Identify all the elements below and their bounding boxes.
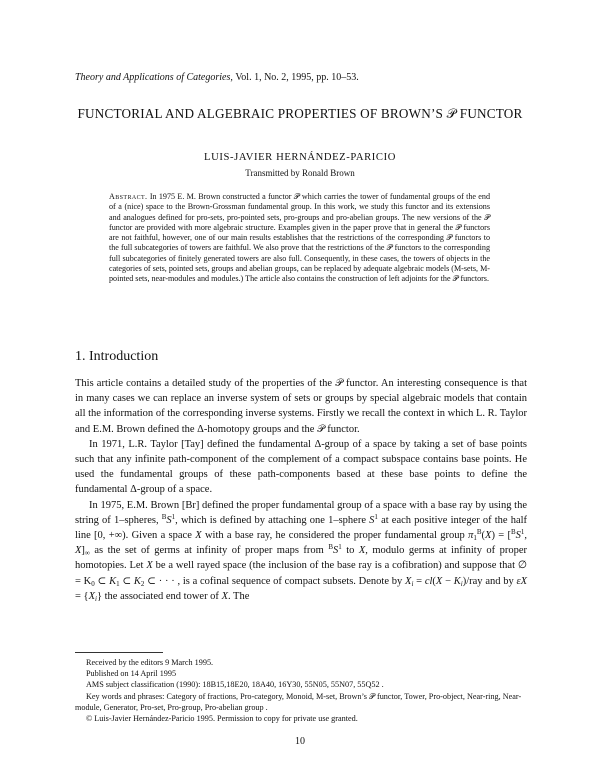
paragraph: In 1971, L.R. Taylor [Tay] defined the fundamental Δ-group of a space by taking a set of base points such that any infinite path-component of the complement of a compact subspace contains base points. He used the fundamental groups of these path-components based at these base points to define the fundamental Δ-group of a space.: [75, 438, 527, 496]
paper-title: FUNCTORIAL AND ALGEBRAIC PROPERTIES OF BROWN’S 𝒫 FUNCTOR: [77, 106, 523, 121]
footnote: © Luis-Javier Hernández-Paricio 1995. Permission to copy for private use granted.: [86, 714, 358, 724]
body-text: [75, 376, 527, 604]
footnote: AMS subject classification (1990): 18B15,18E20, 18A40, 16Y30, 55N05, 55N07, 55Q52 .: [86, 680, 384, 690]
footnote-rule: [75, 652, 163, 653]
journal-header: [75, 72, 359, 83]
transmitted-by: Transmitted by Ronald Brown: [245, 168, 355, 178]
section-heading: 1. Introduction: [75, 349, 159, 364]
author-name: LUIS-JAVIER HERNÁNDEZ-PARICIO: [204, 152, 396, 163]
footnote: Received by the editors 9 March 1995.: [86, 658, 214, 667]
abstract: [109, 192, 490, 284]
paragraph: In 1975, E.M. Brown [Br] defined the proper fundamental group of a space with a base ray by using the string of 1–spheres, $^BS^1$, which is defined by attaching one 1–sphere $S^1$ at each positive integer of the half line [0, +∞). Given a space X with a base ray, he considered the proper fundamental group $\pi_1^B(X) = [^BS^1$, $X]_\infty$ as the set of germs at infinity of proper maps from $^BS^1$ to X, modulo germs at infinity of proper homotopies. Let X be a well rayed space (the inclusion of the base ray is a cofibration) and suppose that ∅ = $K_0$ ⊂ $K_1$ ⊂ $K_2$ ⊂ · · · , is a cofinal sequence of compact subsets. Denote by $X_i = cl(X - K_i)/ray$ and by $\varepsilon X = \{X_i\}$ the associated end tower of X. The: [75, 499, 528, 603]
paragraph: This article contains a detailed study of the properties of the 𝒫 functor. An interesting consequence is that in many cases we can replace an inverse system of sets or groups by special algebraic models that contain all the information of the corresponding inverse systems. Firstly we recall the context in which L. R. Taylor and E.M. Brown defined the Δ-homotopy groups and the 𝒫 functor.: [75, 378, 527, 435]
journal-citation: Vol. 1, No. 2, 1995, pp. 10–53.: [235, 72, 359, 83]
abstract-label: Abstract.: [109, 192, 148, 201]
footnotes: [75, 657, 527, 724]
page-number: 10: [295, 736, 305, 747]
footnote: Published on 14 April 1995: [86, 669, 177, 679]
footnote: Key words and phrases: Category of fractions, Pro-category, Monoid, M-set, Brown’s 𝒫 functor, Tower, Pro-object, Near-ring, Near-module, Generator, Pro-set, Pro-group, Pro-abelian group .: [75, 691, 522, 712]
abstract-text: In 1975 E. M. Brown constructed a functor 𝒫 which carries the tower of fundamental groups of the end of a (nice) space to the Brown-Grossman fundamental group. In this work, we study this functor and its extensions and analogues defined for pro-sets, pro-pointed sets, pro-groups and pro-abelian groups. The new versions of the 𝒫 functor are provided with more algebraic structure. Examples given in the paper prove that in general the 𝒫 functors are not faithful, however, one of our main results establishes that the restrictions of the corresponding 𝒫 functors to the full subcategories of towers are faithful. We also prove that the restrictions of the 𝒫 functors to the corresponding full subcategories of finitely generated towers are also full. Consequently, in these cases, the towers of objects in the categories of sets, pointed sets, groups and abelian groups, can be replaced by adequate algebraic models (M-sets, M-pointed sets, near-modules and modules.) The article also contains the construction of left adjoints for the 𝒫 functors.: [109, 192, 490, 283]
journal-name: Theory and Applications of Categories,: [75, 72, 233, 83]
